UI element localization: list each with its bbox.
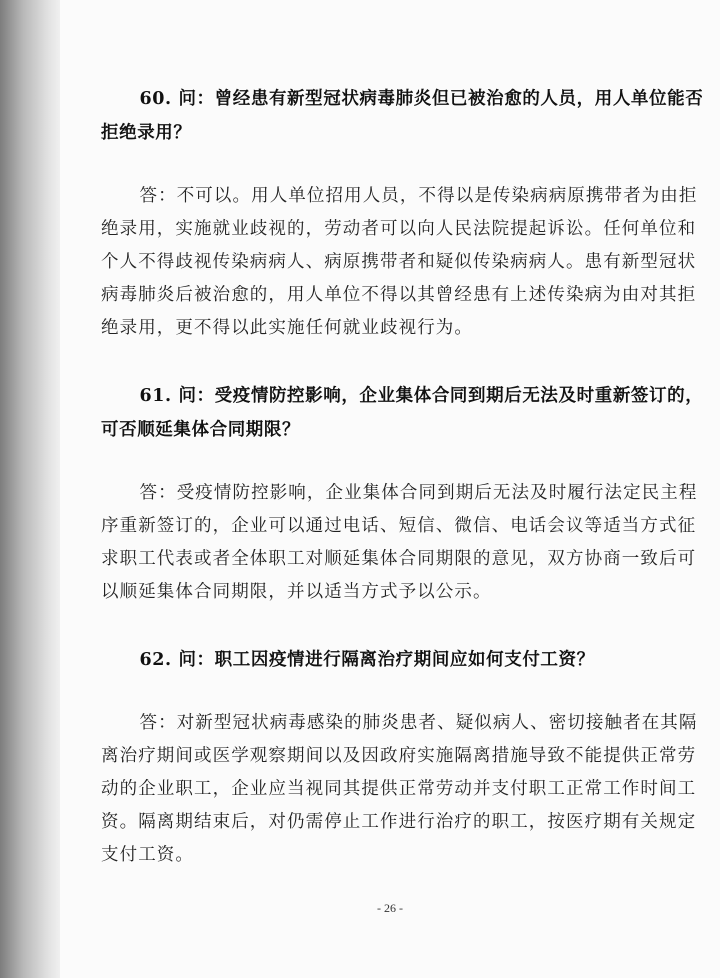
page-edge-shadow [0, 0, 62, 978]
page-number: - 26 - [377, 901, 403, 915]
qa-list [101, 82, 705, 872]
qa-item [101, 82, 705, 345]
qa-item [101, 379, 705, 609]
answer-text: 答：对新型冠状病毒感染的肺炎患者、疑似病人、密切接触者在其隔离治疗期间或医学观察期间以及因政府实施隔离措施导致不能提供正常劳动的企业职工，企业应当视同其提供正常劳动并支付职工正常工作时间工资。隔离期结束后，对仍需停止工作进行治疗的职工，按医疗期有关规定支付工资。 [101, 713, 698, 865]
question-text: 62. 问：职工因疫情进行隔离治疗期间应如何支付工资？ [139, 650, 595, 670]
question-text: 61. 问：受疫情防控影响，企业集体合同到期后无法及时重新签订的，可否顺延集体合同期限？ [101, 386, 704, 440]
qa-item [101, 643, 705, 872]
answer-text: 答：受疫情防控影响，企业集体合同到期后无法及时履行法定民主程序重新签订的，企业可以通过电话、短信、微信、电话会议等适当方式征求职工代表或者全体职工对顺延集体合同期限的意见，双方协商一致后可以顺延集体合同期限，并以适当方式予以公示。 [101, 483, 698, 602]
document-page [60, 0, 720, 978]
question-text: 60. 问：曾经患有新型冠状病毒肺炎但已被治愈的人员，用人单位能否拒绝录用？ [101, 89, 704, 143]
answer-text: 答：不可以。用人单位招用人员，不得以是传染病病原携带者为由拒绝录用，实施就业歧视的，劳动者可以向人民法院提起诉讼。任何单位和个人不得歧视传染病病人、病原携带者和疑似传染病病人。患有新型冠状病毒肺炎后被治愈的，用人单位不得以其曾经患有上述传染病为由对其拒绝录用，更不得以此实施任何就业歧视行为。 [101, 186, 698, 338]
